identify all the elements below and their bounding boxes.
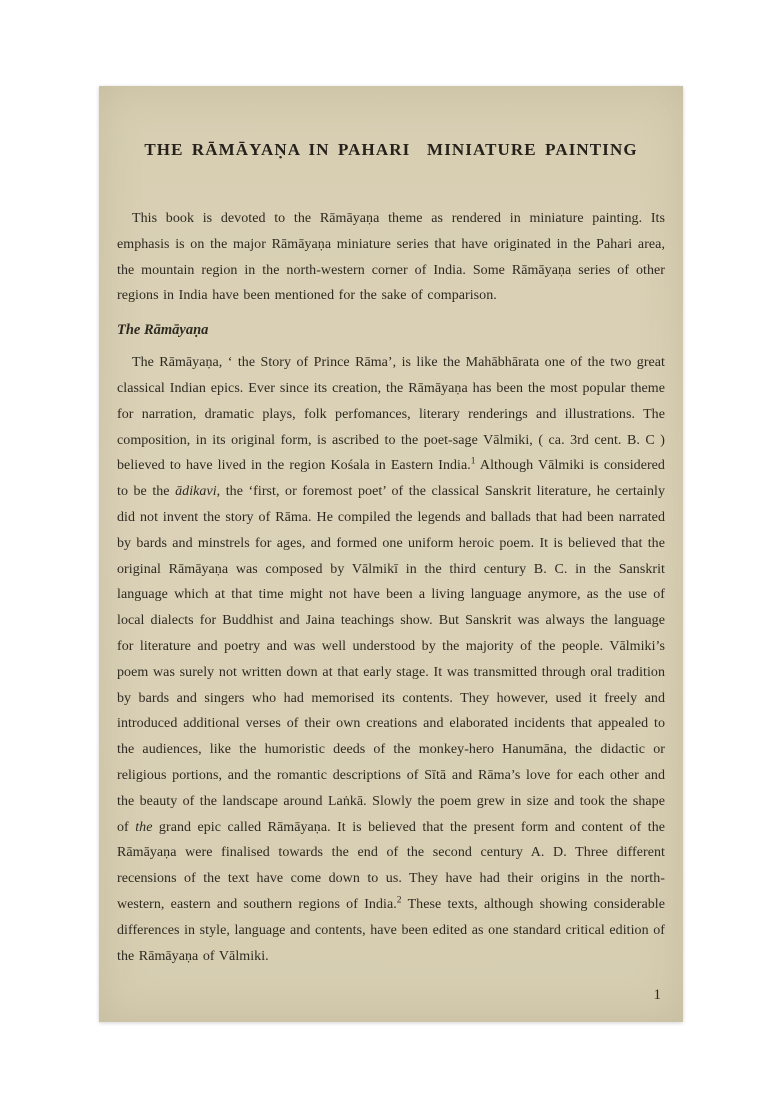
text-run: the <box>135 819 153 835</box>
text-run: ādikavi <box>175 484 217 500</box>
text-run: , the ‘first, or foremost poet’ of the classical Sanskrit literature, he certainly did not invent the story of Rāma. He compiled the legends and ballads that had been narrated by bards and minstrels for ages, and formed one uniform heroic poem. It is believed that the original Rāmāyaṇa was composed by Vālmikī in the third century B. C. in the Sanskrit language which at that time might not have been a living language anymore, as the use of local dialects for Buddhist and Jaina teachings show. But Sanskrit was always the language for literature and poetry and was well understood by the majority of the people. Vālmiki’s poem was surely not written down at that early stage. It was transmitted through oral tradition by bards and singers who had memorised its contents. They however, used it freely and introduced additional verses of their own creations and elaborated incidents that appealed to the audiences, like the humoristic deeds of the monkey-hero Hanumāna, the didactic or religious portions, and the romantic descriptions of Sītā and Rāma’s love for each other and the beauty of the landscape around Laṅkā. Slowly the poem grew in size and took the shape of <box>117 484 666 835</box>
text-run: This book is devoted to the Rāmāyaṇa theme as rendered in miniature painting. Its emphasis is on the major Rāmāyaṇa miniature series that have originated in the Pahari area, the mountain region in the north-western corner of India. Some Rāmāyaṇa series of other regions in India have been mentioned for the sake of comparison. <box>117 211 665 304</box>
page-title: THE RĀMĀYAṆA IN PAHARI MINIATURE PAINTING <box>144 140 638 159</box>
paragraph-intro <box>117 206 665 309</box>
paragraph-ramayana-history <box>117 350 665 969</box>
footnote-marker: 1 <box>470 456 476 467</box>
text-run: The Rāmāyaṇa, ‘ the Story of Prince Rāma’, is like the Mahābhārata one of the two great classical Indian epics. Ever since its creation, the Rāmāyaṇa has been the most popular theme for narration, dramatic plays, folk perfomances, literary renderings and illustrations. The composition, in its original form, is ascribed to the poet-sage Vālmiki, ( ca. 3rd cent. B. C ) believed to have lived in the region Kośala in Eastern India. <box>117 355 665 474</box>
footnote-marker: 2 <box>396 895 402 906</box>
text-run: grand epic called Rāmāyaṇa. It is believed that the present form and content of the Rāmāyaṇa were finalised towards the end of the second century A. D. Three different recensions of the text have come down to us. They have had their origins in the north-western, eastern and southern regions of India. <box>117 819 666 912</box>
page-number: 1 <box>653 987 661 1003</box>
section-heading-the-ramayana <box>117 318 665 343</box>
book-page <box>99 86 683 1022</box>
text-run: These texts, although showing considerable differences in style, language and contents, have been edited as one standard critical edition of the Rāmāyaṇa of Vālmiki. <box>117 896 665 964</box>
text-run: Although Vālmiki is considered to be the <box>117 458 665 500</box>
text-run: The Rāmāyaṇa <box>117 322 209 339</box>
